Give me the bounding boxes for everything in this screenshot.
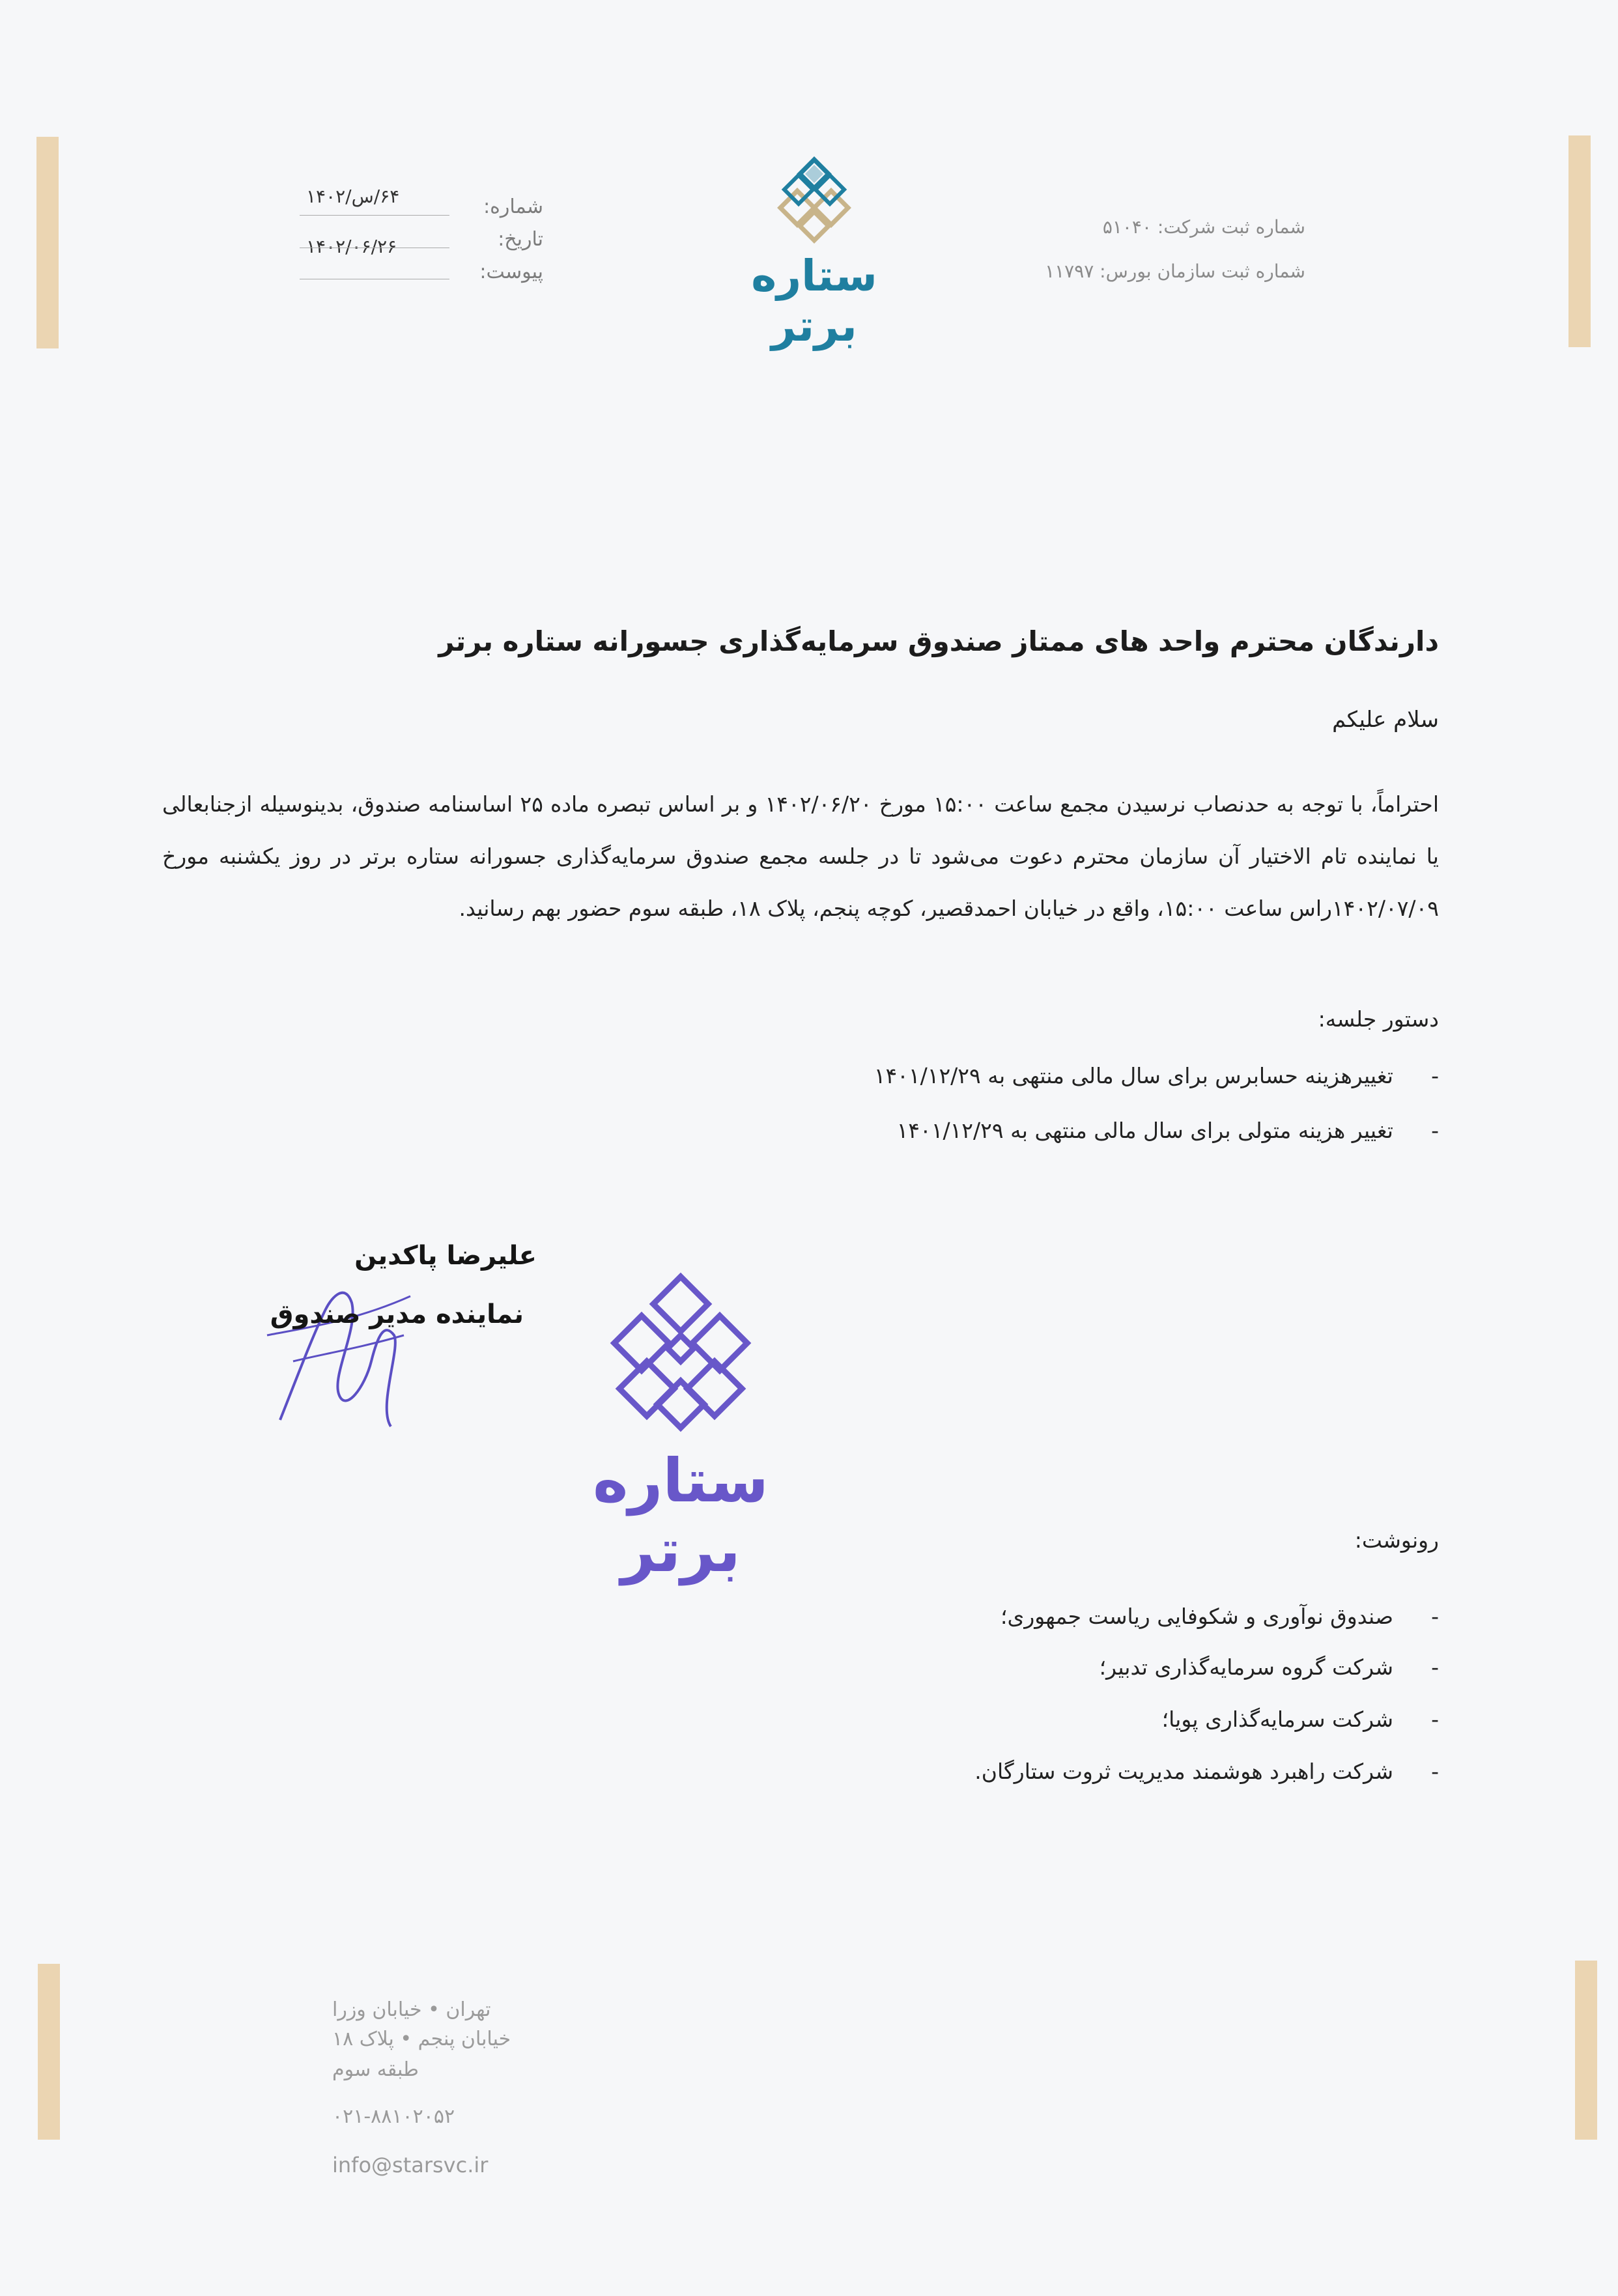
signatory-name: علیرضا پاکدین [354, 1241, 537, 1271]
footer-address-line-3: طبقه سوم [332, 2058, 419, 2081]
number-value: ۶۴/س/۱۴۰۲ [306, 186, 400, 207]
company-stamp [531, 1257, 830, 1585]
date-value: ۱۴۰۲/۰۶/۲۶ [306, 236, 397, 257]
cc-bullet: - [1431, 1707, 1439, 1732]
cc-label: رونوشت: [1354, 1527, 1439, 1553]
tape-top-right [1568, 135, 1591, 347]
cc-item-3: شرکت سرمایه‌گذاری پویا؛ [1161, 1707, 1393, 1732]
cc-item-4: شرکت راهبرد هوشمند مدیریت ثروت ستارگان. [974, 1759, 1393, 1784]
handwritten-signature-icon [254, 1257, 423, 1453]
company-registration: شماره ثبت شرکت: ۵۱۰۴۰ [1102, 216, 1305, 238]
tape-bottom-left [38, 1964, 60, 2140]
footer-address-line-2: خیابان پنجم • پلاک ۱۸ [332, 2028, 511, 2050]
cc-item-1: صندوق نوآوری و شکوفایی ریاست جمهوری؛ [1001, 1604, 1393, 1629]
exchange-registration: شماره ثبت سازمان بورس: ۱۱۷۹۷ [1045, 261, 1305, 282]
footer-address-line-1: تهران • خیابان وزرا [332, 1998, 491, 2021]
agenda-bullet: - [1431, 1063, 1439, 1088]
footer-email[interactable]: info@starsvc.ir [332, 2153, 489, 2177]
stamp-wordmark: ستاره برتر [593, 1446, 769, 1585]
agenda-item-2: تغییر هزینه متولی برای سال مالی منتهی به ۱۴۰۱/۱۲/۲۹ [896, 1118, 1393, 1143]
stamp-flower-icon [531, 1257, 830, 1446]
cc-bullet: - [1431, 1604, 1439, 1629]
agenda-label: دستور جلسه: [1318, 1006, 1439, 1032]
tape-top-left [36, 137, 59, 348]
cc-item-2: شرکت گروه سرمایه‌گذاری تدبیر؛ [1099, 1654, 1393, 1680]
number-label: شماره: [483, 195, 543, 218]
date-label: تاریخ: [498, 228, 543, 251]
attachment-label: پیوست: [479, 261, 543, 283]
agenda-bullet: - [1431, 1118, 1439, 1143]
logo-wordmark: ستاره برتر [751, 251, 877, 351]
cc-bullet: - [1431, 1654, 1439, 1680]
logo-flower-icon [723, 147, 905, 257]
company-logo [723, 147, 905, 351]
greeting: سلام علیکم [1332, 707, 1439, 733]
signatory-role: نماینده مدیر صندوق [270, 1299, 524, 1329]
tape-bottom-right [1575, 1961, 1597, 2140]
cc-bullet: - [1431, 1759, 1439, 1784]
agenda-item-1: تغییرهزینه حسابرس برای سال مالی منتهی به ۱۴۰۱/۱۲/۲۹ [873, 1063, 1393, 1088]
footer-phone: ۰۲۱-۸۸۱۰۲۰۵۲ [332, 2105, 455, 2128]
letter-title: دارندگان محترم واحد های ممتاز صندوق سرمایه‌گذاری جسورانه ستاره برتر [438, 625, 1439, 657]
body-paragraph: احتراماً، با توجه به حدنصاب نرسیدن مجمع ساعت ۱۵:۰۰ مورخ ۱۴۰۲/۰۶/۲۰ و بر اساس تبصره ماده ۲۵ اساسنامه صندوق، بدینوسیله ازجنابعالی یا نماینده تام الاختیار آن سازمان محترم دعوت می‌شود تا در جلسه مجمع صندوق سرمایه‌گذاری جسورانه ستاره برتر در روز یکشنبه مورخ ۱۴۰۲/۰۷/۰۹راس ساعت ۱۵:۰۰، واقع در خیابان احمدقصیر، کوچه پنجم، پلاک ۱۸، طبقه سوم حضور بهم رسانید. [162, 791, 1439, 921]
number-underline [300, 215, 449, 216]
